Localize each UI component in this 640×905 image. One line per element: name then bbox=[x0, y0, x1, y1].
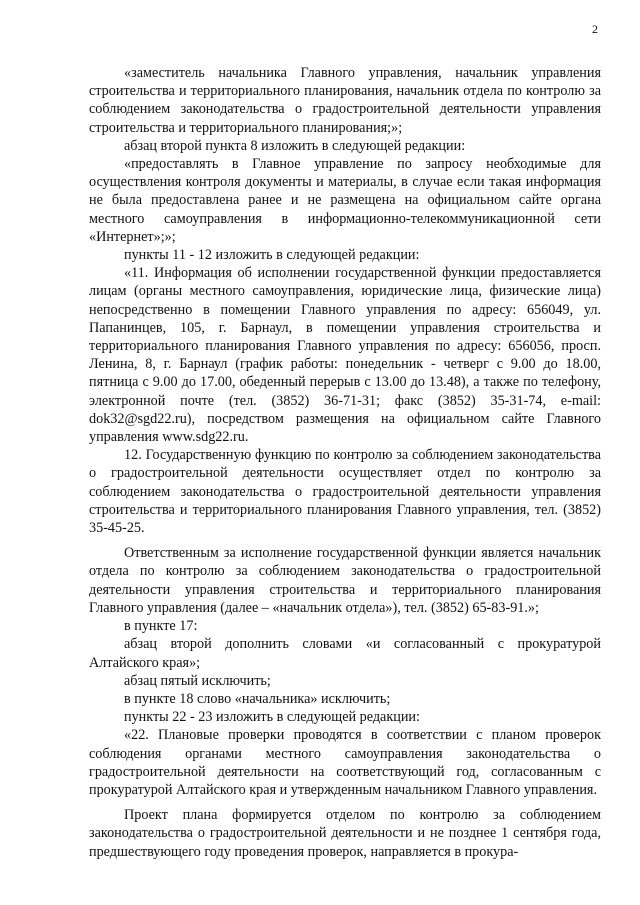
paragraph-item-22: «22. Плановые проверки проводятся в соответствии с планом проверок соблюдения органами местного самоуправления законодательства о градостроительной деятельности на соответствующий год, согласованным с прокуратурой Алтайского края и утвержденным начальником Главного управления. bbox=[89, 727, 601, 798]
page-number: 2 bbox=[592, 22, 598, 36]
paragraph-responsible: Ответственным за исполнение государственной функции является начальник отдела по контролю за соблюдением законодательства о градостроительной деятельности управления строительства и территориального планирования Главного управления (далее – «начальник отдела»), тел. (3852) 65-83-91.»; bbox=[89, 545, 601, 616]
paragraph-provide-docs: «предоставлять в Главное управление по запросу необходимые для осуществления контроля документы и материалы, в случае если такая информация не была предоставлена ранее и не размещена на официальном сайте органа местного самоуправления в информационно-телекоммуникационной сети «Интернет»;»; bbox=[89, 156, 601, 245]
paragraph-draft-plan: Проект плана формируется отделом по контролю за соблюдением законодательства о градостроительной деятельности и не позднее 1 сентября года, предшествующего году проведения проверок, направляется в прокура- bbox=[89, 807, 601, 860]
paragraph-amend-items-11-12: пункты 11 - 12 изложить в следующей редакции: bbox=[124, 247, 420, 264]
paragraph-amend-items-22-23: пункты 22 - 23 изложить в следующей редакции: bbox=[124, 709, 420, 726]
paragraph-amend-item-8: абзац второй пункта 8 изложить в следующей редакции: bbox=[124, 137, 466, 154]
paragraph-item-18: в пункте 18 слово «начальника» исключить; bbox=[124, 690, 391, 707]
paragraph-exclude-fifth: абзац пятый исключить; bbox=[124, 672, 271, 689]
document-body bbox=[89, 64, 601, 861]
paragraph-item-17: в пункте 17: bbox=[124, 618, 198, 635]
paragraph-deputy-head: «заместитель начальника Главного управления, начальник управления строительства и территориального планирования, начальник отдела по контролю за соблюдением законодательства о градостроительной деятельности управления строительства и территориального планирования;»; bbox=[89, 65, 601, 136]
paragraph-item-12: 12. Государственную функцию по контролю за соблюдением законодательства о градостроительной деятельности осуществляет отдел по контролю за соблюдением законодательства о градостроительной деятельности управления строительства и территориального планирования Главного управления, тел. (3852) 35-45-25. bbox=[89, 447, 601, 537]
paragraph-supplement: абзац второй дополнить словами «и согласованный с прокуратурой Алтайского края»; bbox=[89, 636, 601, 671]
paragraph-item-11: «11. Информация об исполнении государственной функции предоставляется лицам (органы местного самоуправления, юридические лица, физические лица) непосредственно в помещении Главного управления по адресу: 656049, ул. Папанинцев, 105, г. Барнаул, в помещении управления строительства и территориального планирования Главного управления по адресу: 656056, просп. Ленина, 8, г. Барнаул (график работы: понедельник - четверг с 9.00 до 18.00, пятница с 9.00 до 17.00, обеденный перерыв с 13.00 до 13.48), а также по телефону, электронной почте (тел. (3852) 36-71-31; факс (3852) 35-31-74, e-mail: dok32@sgd22.ru), посредством размещения на официальном сайте Главного управления www.sdg22.ru. bbox=[89, 265, 601, 446]
